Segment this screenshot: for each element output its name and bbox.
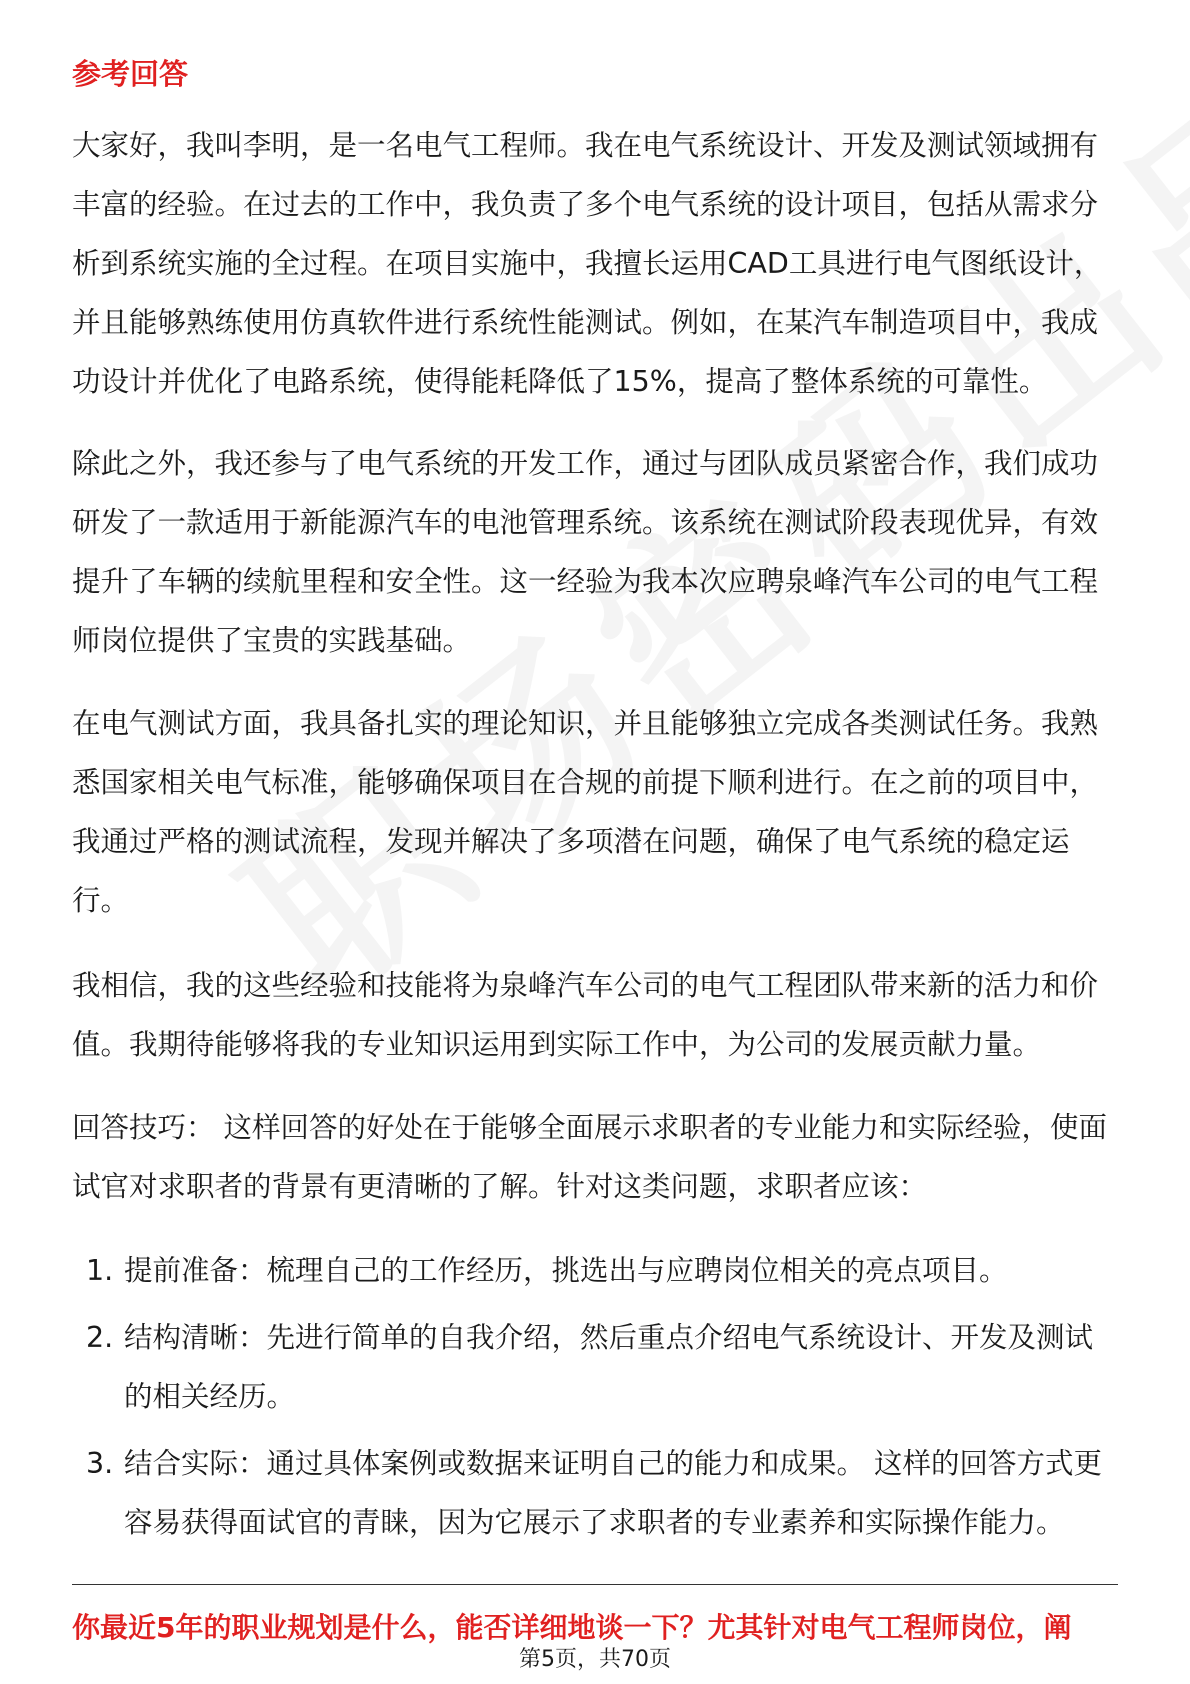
list-item [72,1308,1118,1426]
list-item-number: 3. [86,1447,114,1480]
list-item-text: 提前准备：梳理自己的工作经历，挑选出与应聘岗位相关的亮点项目。 [124,1254,1008,1287]
paragraph-development: 除此之外，我还参与了电气系统的开发工作，通过与团队成员紧密合作，我们成功研发了一款适用于新能源汽车的电池管理系统。该系统在测试阶段表现优异，有效提升了车辆的续航里程和安全性。这一经验为我本次应聘泉峰汽车公司的电气工程师岗位提供了宝贵的实践基础。 [72,447,1099,657]
paragraph-answer-tips: 回答技巧： 这样回答的好处在于能够全面展示求职者的专业能力和实际经验，使面试官对求职者的背景有更清晰的了解。针对这类问题，求职者应该： [72,1111,1108,1203]
paragraph-intro: 大家好，我叫李明，是一名电气工程师。我在电气系统设计、开发及测试领域拥有丰富的经验。在过去的工作中，我负责了多个电气系统的设计项目，包括从需求分析到系统实施的全过程。在项目实施中，我擅长运用CAD工具进行电气图纸设计，并且能够熟练使用仿真软件进行系统性能测试。例如，在某汽车制造项目中，我成功设计并优化了电路系统，使得能耗降低了15%，提高了整体系统的可靠性。 [72,129,1103,398]
divider [72,1584,1118,1585]
list-item [72,1434,1118,1552]
page-number: 第5页，共70页 [519,1647,671,1672]
paragraph-conclusion: 我相信，我的这些经验和技能将为泉峰汽车公司的电气工程团队带来新的活力和价值。我期待能够将我的专业知识运用到实际工作中，为公司的发展贡献力量。 [72,969,1099,1061]
list-item [72,1241,1118,1300]
list-item-text: 结构清晰：先进行简单的自我介绍，然后重点介绍电气系统设计、开发及测试的相关经历。 [124,1321,1094,1413]
section-title: 参考回答 [72,57,189,91]
list-item-number: 2. [86,1321,114,1354]
next-question-heading: 你最近5年的职业规划是什么，能否详细地谈一下？尤其针对电气工程师岗位，阐 [72,1611,1072,1644]
tips-list [72,1241,1118,1560]
list-item-text: 结合实际：通过具体案例或数据来证明自己的能力和成果。 这样的回答方式更容易获得面试官的青睐，因为它展示了求职者的专业素养和实际操作能力。 [124,1447,1103,1539]
list-item-number: 1. [86,1254,114,1287]
paragraph-testing: 在电气测试方面，我具备扎实的理论知识，并且能够独立完成各类测试任务。我熟悉国家相关电气标准，能够确保项目在合规的前提下顺利进行。在之前的项目中，我通过严格的测试流程，发现并解决了多项潜在问题，确保了电气系统的稳定运行。 [72,707,1099,917]
